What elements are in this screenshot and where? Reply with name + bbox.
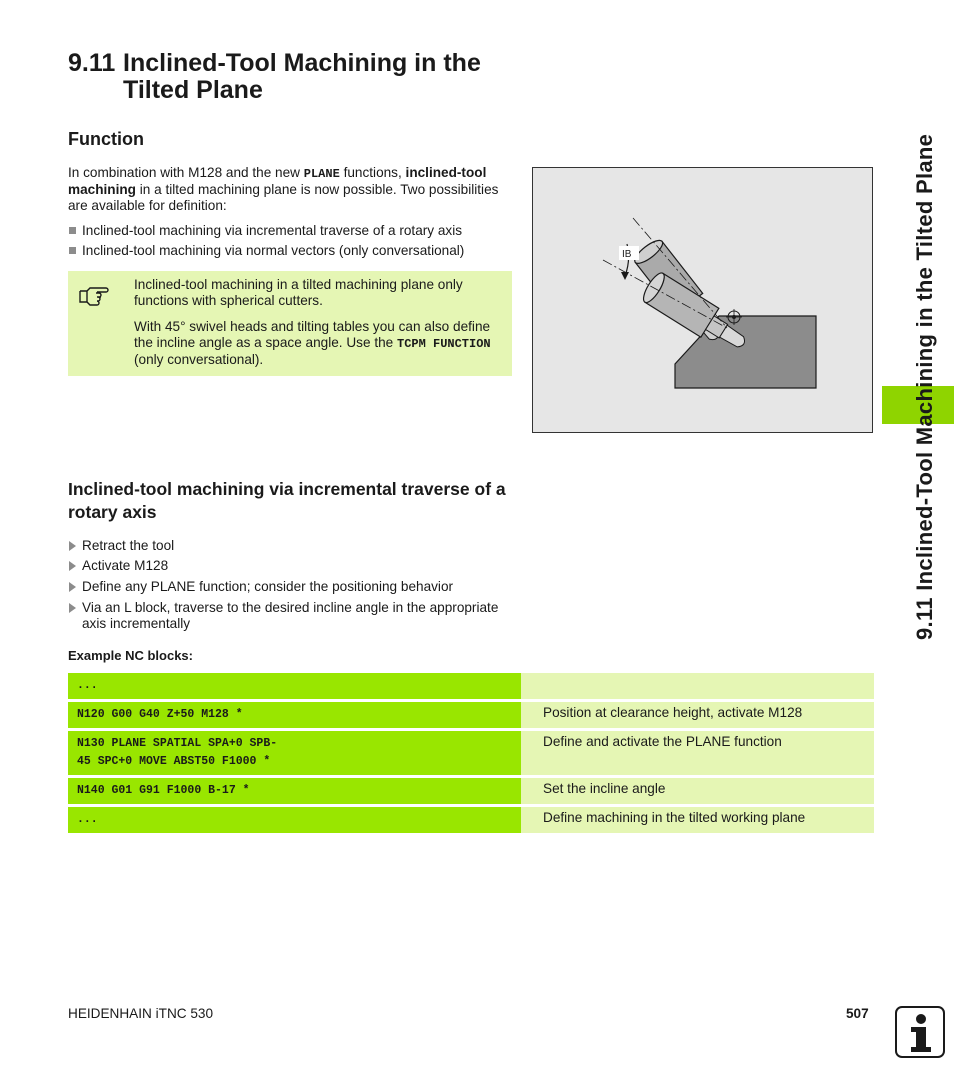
nc-description: Position at clearance height, activate M128 xyxy=(543,705,803,720)
steps-list xyxy=(68,538,514,632)
nc-description: Define machining in the tilted working plane xyxy=(543,810,806,825)
note-box xyxy=(68,271,512,376)
list-item xyxy=(68,538,514,554)
note-paragraph-1: Inclined-tool machining in a tilted machining plane only functions with spherical cutters. xyxy=(134,277,463,308)
nc-code: ... xyxy=(77,813,98,826)
note-paragraph-2 xyxy=(134,319,504,368)
step-text: Define any PLANE function; consider the positioning behavior xyxy=(82,579,454,594)
list-item xyxy=(68,579,514,595)
footer-product: HEIDENHAIN iTNC 530 xyxy=(68,1006,214,1021)
code-cell xyxy=(68,702,521,728)
list-item xyxy=(68,243,514,259)
intro-text-1: In combination with M128 and the new xyxy=(68,165,304,180)
note-text-a: With 45° swivel heads and tilting tables you can also define the incline angle as a space angle. Use the xyxy=(134,319,491,350)
intro-paragraph xyxy=(68,165,514,214)
square-bullet-icon xyxy=(69,227,76,234)
function-heading: Function xyxy=(68,129,144,149)
nc-code: ... xyxy=(77,679,98,692)
nc-description: Define and activate the PLANE function xyxy=(543,734,782,749)
code-cell xyxy=(68,807,521,833)
tool-figure xyxy=(532,167,873,433)
list-item xyxy=(68,558,514,574)
table-row xyxy=(68,807,874,833)
note-text-b: (only conversational). xyxy=(134,352,264,367)
list-item xyxy=(68,600,514,632)
desc-cell xyxy=(521,731,874,775)
nc-blocks-table xyxy=(68,670,874,836)
example-label: Example NC blocks: xyxy=(68,648,193,663)
table-row xyxy=(68,702,874,728)
desc-cell xyxy=(521,702,874,728)
step-text: Activate M128 xyxy=(82,558,169,573)
code-cell xyxy=(68,778,521,804)
page-title xyxy=(68,50,481,104)
page-number: 507 xyxy=(846,1006,869,1021)
arrow-bullet-icon xyxy=(69,541,76,551)
intro-text-3: in a tilted machining plane is now possible. Two possibilities are available for definition: xyxy=(68,182,499,213)
nc-code: N140 G01 G91 F1000 B-17 * xyxy=(77,784,250,797)
square-bullet-icon xyxy=(69,247,76,254)
table-row xyxy=(68,673,874,699)
intro-code: PLANE xyxy=(303,167,340,181)
arrow-bullet-icon xyxy=(69,561,76,571)
arrow-bullet-icon xyxy=(69,582,76,592)
nc-code: N130 PLANE SPATIAL SPA+0 SPB- 45 SPC+0 MOVE ABST50 F1000 * xyxy=(77,737,278,768)
info-glyph xyxy=(897,1008,943,1056)
nc-description: Set the incline angle xyxy=(543,781,666,796)
definition-list xyxy=(68,223,514,259)
nc-code: N120 G00 G40 Z+50 M128 * xyxy=(77,708,243,721)
table-row xyxy=(68,731,874,775)
title-line-2: Tilted Plane xyxy=(123,76,263,104)
note-code: TCPM FUNCTION xyxy=(397,337,491,351)
table-row xyxy=(68,778,874,804)
arrow-bullet-icon xyxy=(69,603,76,613)
inclined-tool-illustration xyxy=(533,168,872,432)
intro-bold: inclined-tool machining xyxy=(68,165,487,197)
step-text: Retract the tool xyxy=(82,538,175,553)
angle-label: IB xyxy=(622,249,632,260)
code-cell xyxy=(68,673,521,699)
pointing-hand-icon xyxy=(78,283,114,307)
list-item-text: Inclined-tool machining via normal vectors (only conversational) xyxy=(82,243,465,258)
incremental-heading: Inclined-tool machining via incremental traverse of a rotary axis xyxy=(68,479,506,522)
list-item-text: Inclined-tool machining via incremental traverse of a rotary axis xyxy=(82,223,463,238)
info-icon[interactable] xyxy=(895,1006,945,1058)
side-chapter-title: 9.11 Inclined-Tool Machining in the Tilted Plane xyxy=(912,133,937,640)
title-line-1: Inclined-Tool Machining in the xyxy=(123,49,481,77)
desc-cell xyxy=(521,778,874,804)
list-item xyxy=(68,223,514,239)
desc-cell xyxy=(521,807,874,833)
code-cell xyxy=(68,731,521,775)
intro-text-2: functions, xyxy=(339,165,406,180)
step-text: Via an L block, traverse to the desired incline angle in the appropriate axis incrementally xyxy=(82,600,499,631)
section-number: 9.11 xyxy=(68,49,116,77)
desc-cell xyxy=(521,673,874,699)
